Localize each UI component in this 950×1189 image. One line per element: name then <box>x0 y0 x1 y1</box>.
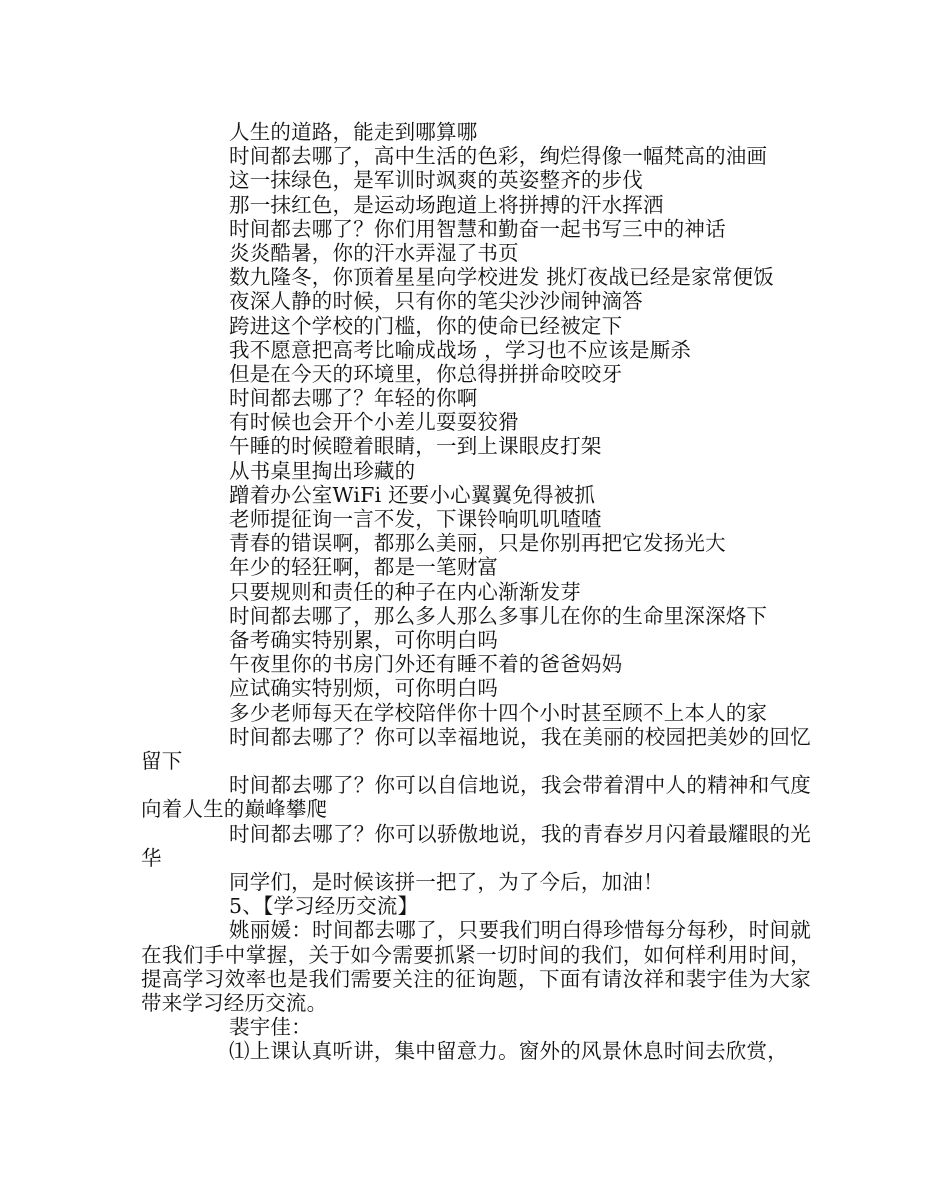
speaker-label: 裴宇佳： <box>229 1015 312 1040</box>
poem-line: 跨进这个学校的门槛，你的使命已经被定下 <box>229 313 623 338</box>
poem-line: 那一抹红色，是运动场跑道上将拼搏的汗水挥洒 <box>229 192 664 217</box>
poem-line: 但是在今天的环境里，你总得拼拼命咬咬牙 <box>229 361 623 386</box>
poem-line: 我不愿意把高考比喻成战场 ，学习也不应该是厮杀 <box>229 337 692 362</box>
list-item: ⑴上课认真听讲，集中留意力。窗外的风景休息时间去欣赏， <box>229 1039 788 1064</box>
poem-line: 炎炎酷暑，你的汗水弄湿了书页 <box>229 240 519 265</box>
poem-line: 有时候也会开个小差儿耍耍狡猾 <box>229 410 519 435</box>
section-heading: 5、【学习经历交流】 <box>229 894 419 919</box>
poem-line: 只要规则和责任的种子在内心渐渐发芽 <box>229 579 581 604</box>
poem-line: 数九隆冬，你顶着星星向学校进发 挑灯夜战已经是家常便饭 <box>229 265 774 290</box>
poem-line: 多少老师每天在学校陪伴你十四个小时甚至顾不上本人的家 <box>229 700 768 725</box>
poem-line: 老师提征询一言不发，下课铃响叽叽喳喳 <box>229 507 602 531</box>
poem-line: 蹭着办公室WiFi 还要小心翼翼免得被抓 <box>229 482 596 507</box>
poem-line: 时间都去哪了？你们用智慧和勤奋一起书写三中的神话 <box>229 216 726 241</box>
poem-line: 时间都去哪了，那么多人那么多事儿在你的生命里深深烙下 <box>229 603 768 628</box>
closing-line: 同学们，是时候该拼一把了，为了今后，加油！ <box>229 869 664 894</box>
poem-line: 备考确实特别累，可你明白吗 <box>229 627 499 652</box>
poem-line: 午夜里你的书房门外还有睡不着的爸爸妈妈 <box>229 652 623 677</box>
poem-line: 夜深人静的时候，只有你的笔尖沙沙闹钟滴答 <box>229 289 643 314</box>
wrapped-paragraph: 时间都去哪了？你可以自信地说，我会带着渭中人的精神和气度 向着人生的巅峰攀爬 <box>141 773 811 822</box>
wrapped-paragraph: 时间都去哪了？你可以骄傲地说，我的青春岁月闪着最耀眼的光华 <box>141 821 811 870</box>
poem-line: 应试确实特别烦，可你明白吗 <box>229 676 499 701</box>
poem-line: 人生的道路，能走到哪算哪 <box>229 120 478 144</box>
poem-line: 青春的错误啊，都那么美丽，只是你别再把它发扬光大 <box>229 531 726 556</box>
poem-line: 午睡的时候瞪着眼睛，一到上课眼皮打架 <box>229 434 602 459</box>
wrapped-paragraph: 时间都去哪了？你可以幸福地说，我在美丽的校园把美妙的回忆留下 <box>141 724 811 773</box>
poem-line: 这一抹绿色，是军训时飒爽的英姿整齐的步伐 <box>229 168 643 193</box>
poem-line: 从书桌里掏出珍藏的 <box>229 458 416 483</box>
poem-line: 年少的轻狂啊，都是一笔财富 <box>229 555 499 580</box>
poem-line: 时间都去哪了，高中生活的色彩，绚烂得像一幅梵高的油画 <box>229 144 768 169</box>
poem-line: 时间都去哪了？年轻的你啊 <box>229 386 478 411</box>
speech-paragraph: 姚丽媛：时间都去哪了，只要我们明白得珍惜每分每秒，时间就在我们手中掌握，关于如今需要抓紧一切时间的我们，如何样利用时间，提高学习效率也是我们需要关注的征询题，下面有请汝祥和裴宇佳为大家带来学习经历交流。 <box>141 918 811 1015</box>
document-body <box>141 120 811 1064</box>
